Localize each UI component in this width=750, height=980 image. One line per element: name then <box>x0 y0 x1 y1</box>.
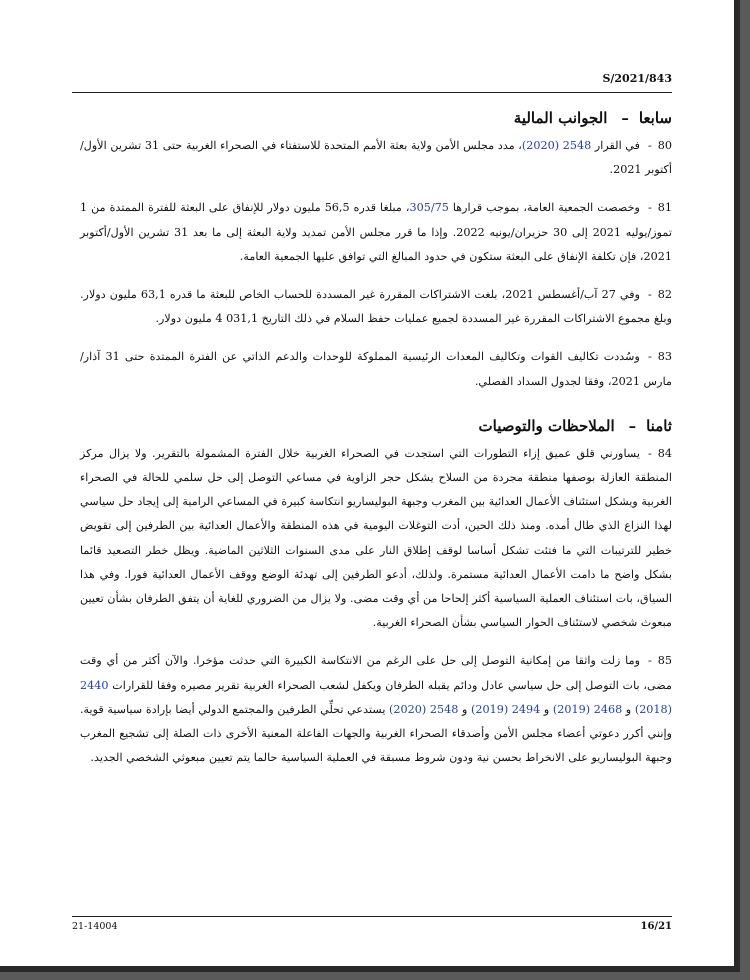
paragraph-number: 82 <box>657 288 673 302</box>
section-heading <box>80 412 672 440</box>
document-symbol: S/2021/843 <box>602 72 672 85</box>
paragraph <box>80 345 672 393</box>
paragraph-number: 80 <box>657 139 672 152</box>
section-number: سابعا <box>638 109 672 127</box>
paragraph-dash: - <box>647 654 652 668</box>
section-title: الملاحظات والتوصيات <box>478 416 615 435</box>
section-title: الجوانب المالية <box>513 109 608 127</box>
paragraph-number: 85 <box>657 654 672 668</box>
paragraph <box>80 134 672 182</box>
job-number: 21-14004 <box>72 921 118 932</box>
paragraph-text: ، مدد مجلس الأمن ولاية بعثة الأمم المتحدة للاستفتاء في الصحراء الغربية حتى 31 تشرين الأول/أكتوبر 2021. <box>80 139 672 177</box>
paragraph <box>80 196 672 269</box>
paragraph-text: في القرار <box>591 139 640 152</box>
paragraph-number: 83 <box>657 350 672 364</box>
paragraph-dash: - <box>647 288 652 302</box>
paragraph-text: و <box>458 702 471 716</box>
resolution-link[interactable]: 2494 (2019) <box>470 702 541 716</box>
page-number: 16/21 <box>640 921 672 932</box>
paragraph <box>80 649 672 770</box>
paragraph-dash: - <box>647 446 652 460</box>
paragraph-text: و <box>540 702 553 716</box>
paragraph-text: وسُددت تكاليف القوات وتكاليف المعدات الرئيسية المملوكة للوحدات والدعم الذاتي عن الفترة الممتدة حتى 31 آذار/مارس 2021، وفقا لجدول السداد الفصلي. <box>80 350 672 388</box>
resolution-link[interactable]: 2440 (2018) <box>80 678 673 716</box>
paragraph-number: 84 <box>657 446 672 460</box>
paragraph-text: ، مبلغا قدره 56,5 مليون دولار للإنفاق على البعثة للفترة الممتدة من 1 تموز/يوليه 2021 إلى 30 حزيران/يونيه 2022. وإذا ما قرر مجلس الأمن تمديد ولاية البعثة إلى ما بعد 31 تشرين الأول/أكتوبر 2021، فإن تكلفة الإنفاق على البعثة ستكون في حدود المبالغ التي توافق عليها الجمعية العامة. <box>80 201 672 263</box>
paragraph-text: وفي 27 آب/أغسطس 2021، بلغت الاشتراكات المقررة غير المسددة للحساب الخاص للبعثة ما قدره 63,1 مليون دولار. وبلغ مجموع الاشتراكات المقررة غير المسددة لجميع عمليات حفظ السلام في ذلك التاريخ 031,1 4 مليون دولار. <box>80 288 672 326</box>
section-dash: – <box>621 109 629 127</box>
section-number: ثامنا <box>646 416 672 435</box>
document-body <box>80 104 672 784</box>
resolution-link[interactable]: 2468 (2019) <box>552 702 623 716</box>
resolution-link[interactable]: 2548 (2020) <box>389 702 459 716</box>
paragraph-dash: - <box>647 201 652 215</box>
paragraph-number: 81 <box>657 201 672 215</box>
paragraph-text: وما زلت واثقا من إمكانية التوصل إلى حل على الرغم من الانتكاسة الكبيرة التي حدثت مؤخرا. والآن أكثر من أي وقت مضى، بات التوصل إلى حل سياسي عادل ودائم يقبله الطرفان ويكفل لشعب الصحراء الغربية تقرير مصيره وفقا للقرارات <box>80 654 672 692</box>
paragraph-text: يستدعي تحلِّي الطرفين والمجتمع الدولي أيضا بإرادة سياسية قوية. وإنني أكرر دعوتي أعضاء مجلس الأمن وأصدقاء الصحراء الغربية والجهات الفاعلة المعنية الأخرى ذات الصلة إلى تشجيع المغرب وجبهة البوليساريو على الانخراط بحسن نية ودون شروط مسبقة في العملية السياسية حالما يتم تعيين مبعوثي الشخصي الجديد. <box>80 702 672 765</box>
paragraph-text: وخصصت الجمعية العامة، بموجب قرارها <box>448 201 640 215</box>
paragraph-text: و <box>622 702 635 716</box>
header-rule <box>72 92 672 93</box>
section-heading <box>80 104 672 132</box>
section-dash: – <box>628 416 637 435</box>
paragraph <box>80 283 672 331</box>
resolution-link[interactable]: 305/75 <box>409 201 449 215</box>
paragraph <box>80 442 672 636</box>
paragraph-text: يساورني قلق عميق إزاء التطورات التي استجدت في الصحراء الغربية خلال الفترة المشمولة بالتقرير. ولا يزال مركز المنطقة العازلة بوصفها منطقة مجردة من السلاح يشكل حجر الزاوية في مساعي التوصل إلى حل سلمي للحالة في الصحراء الغربية ويشكل استئناف الأعمال العدائية بين المغرب وجبهة البوليساريو انتكاسة كبيرة في المساعي الرامية إلى إيجاد حل سياسي لهذا النزاع الذي طال أمده. ومنذ ذلك الحين، أدت التوغلات اليومية في هذه المنطقة والأعمال العدائية بين الطرفين إلى تقويض خطير للترتيبات التي ما فتئت تشكل أساسا لوقف إطلاق النار على مدى السنوات الثلاثين الماضية. ويظل خطر التصعيد قائما بشكل واضح ما دامت الأعمال العدائية مستمرة. ولذلك، أدعو الطرفين إلى تهدئة الوضع ووقف الأعمال العدائية فورا. وفي هذا السياق، بات استئناف العملية السياسية أكثر إلحاحا من أي وقت مضى. ولا يزال من الضروري للغاية أن يتفق الطرفان بشأن تعيين مبعوث شخصي لاستئناف الحوار السياسي بشأن الصحراء الغربية. <box>80 446 672 630</box>
paragraph-dash: - <box>647 350 652 364</box>
paragraph-dash: - <box>647 139 652 152</box>
footer-rule <box>72 916 672 917</box>
resolution-link[interactable]: 2548 (2020) <box>521 139 592 152</box>
